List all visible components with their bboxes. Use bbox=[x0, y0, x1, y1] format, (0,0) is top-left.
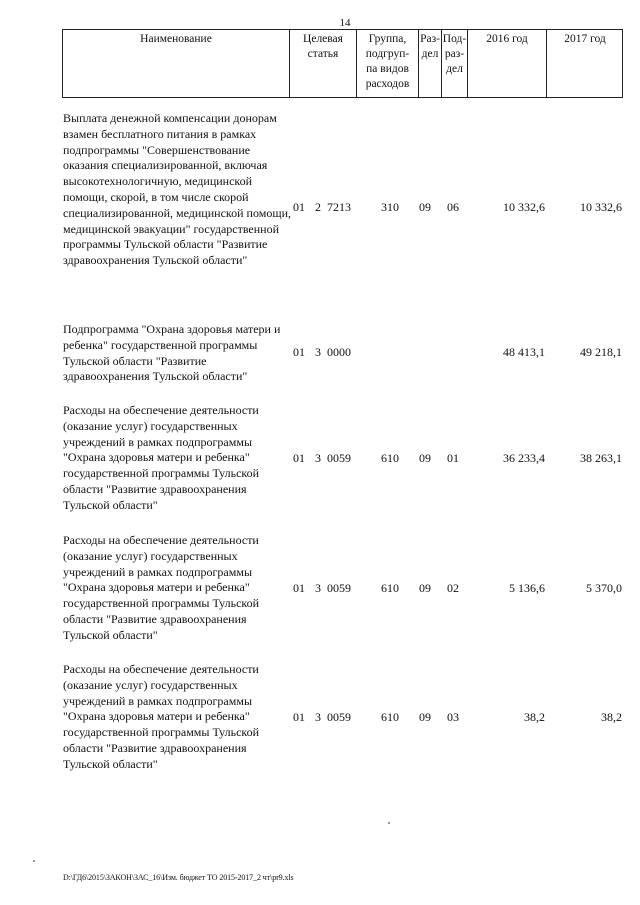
file-path-footer: D:\ГД6\2015\ЗАКОН\ЗАС_16\Изм. бюджет ТО 2015-2017_2 чт\pr9.xls bbox=[63, 873, 294, 882]
row-2016: 36 233,4 bbox=[503, 451, 545, 465]
header-subsection: Под- раз- дел bbox=[441, 30, 467, 97]
row-code: 0059 bbox=[327, 710, 351, 724]
row-subsection: 03 bbox=[447, 710, 459, 724]
row-name: Расходы на обеспечение деятельности (оказание услуг) государственных учреждений в рамках подпрограммы "Охрана здоровья матери и ребенка" государственной программы Тульской области "Развитие здравоохранения Тульской области" bbox=[63, 403, 260, 512]
scan-speck bbox=[388, 822, 390, 824]
row-program: 01 bbox=[293, 200, 305, 214]
row-2017: 38,2 bbox=[601, 710, 622, 724]
row-group: 310 bbox=[381, 200, 399, 214]
row-2016: 48 413,1 bbox=[503, 345, 545, 359]
row-subprogram: 3 bbox=[315, 710, 321, 724]
row-2016: 38,2 bbox=[524, 710, 545, 724]
row-name: Выплата денежной компенсации донорам взамен бесплатного питания в рамках подпрограммы "Совершенствование оказания специализированной, включая высокотехнологичную, медицинской помощи, скорой, в том числе скорой специализированной, медицинской помощи, медицинской эвакуации" государственной программы Тульской области "Развитие здравоохранения Тульской области" bbox=[63, 111, 291, 268]
row-program: 01 bbox=[293, 581, 305, 595]
header-name: Наименование bbox=[140, 33, 212, 45]
row-name: Подпрограмма "Охрана здоровья матери и ребенка" государственной программы Тульской области "Развитие здравоохранения Тульской области" bbox=[63, 322, 281, 384]
row-group: 610 bbox=[381, 581, 399, 595]
row-2016: 10 332,6 bbox=[503, 200, 545, 214]
row-name: Расходы на обеспечение деятельности (оказание услуг) государственных учреждений в рамках подпрограммы "Охрана здоровья матери и ребенка" государственной программы Тульской области "Развитие здравоохранения Тульской области" bbox=[63, 533, 260, 642]
row-2017: 10 332,6 bbox=[580, 200, 622, 214]
row-program: 01 bbox=[293, 710, 305, 724]
row-program: 01 bbox=[293, 345, 305, 359]
row-section: 09 bbox=[419, 451, 431, 465]
header-expense-group: Группа, подгруп- па видов расходов bbox=[356, 30, 418, 97]
header-2017: 2017 год bbox=[546, 30, 623, 97]
row-subprogram: 3 bbox=[315, 345, 321, 359]
row-code: 0059 bbox=[327, 581, 351, 595]
row-subprogram: 2 bbox=[315, 200, 321, 214]
header-target-article: Целевая статья bbox=[289, 30, 356, 97]
row-subsection: 01 bbox=[447, 451, 459, 465]
row-2017: 5 370,0 bbox=[586, 581, 622, 595]
row-subprogram: 3 bbox=[315, 581, 321, 595]
table-header bbox=[62, 29, 623, 98]
row-section: 09 bbox=[419, 200, 431, 214]
row-program: 01 bbox=[293, 451, 305, 465]
header-2016: 2016 год bbox=[467, 30, 546, 97]
page-number: 14 bbox=[339, 17, 351, 29]
scan-speck bbox=[33, 860, 35, 862]
row-name: Расходы на обеспечение деятельности (оказание услуг) государственных учреждений в рамках подпрограммы "Охрана здоровья матери и ребенка" государственной программы Тульской области "Развитие здравоохранения Тульской области" bbox=[63, 662, 260, 771]
row-section: 09 bbox=[419, 710, 431, 724]
row-2017: 49 218,1 bbox=[580, 345, 622, 359]
row-subsection: 02 bbox=[447, 581, 459, 595]
row-code: 0000 bbox=[327, 345, 351, 359]
row-code: 7213 bbox=[327, 200, 351, 214]
row-subprogram: 3 bbox=[315, 451, 321, 465]
row-section: 09 bbox=[419, 581, 431, 595]
header-section: Раз- дел bbox=[418, 30, 441, 97]
row-2016: 5 136,6 bbox=[509, 581, 545, 595]
row-2017: 38 263,1 bbox=[580, 451, 622, 465]
row-code: 0059 bbox=[327, 451, 351, 465]
row-subsection: 06 bbox=[447, 200, 459, 214]
row-group: 610 bbox=[381, 710, 399, 724]
row-group: 610 bbox=[381, 451, 399, 465]
